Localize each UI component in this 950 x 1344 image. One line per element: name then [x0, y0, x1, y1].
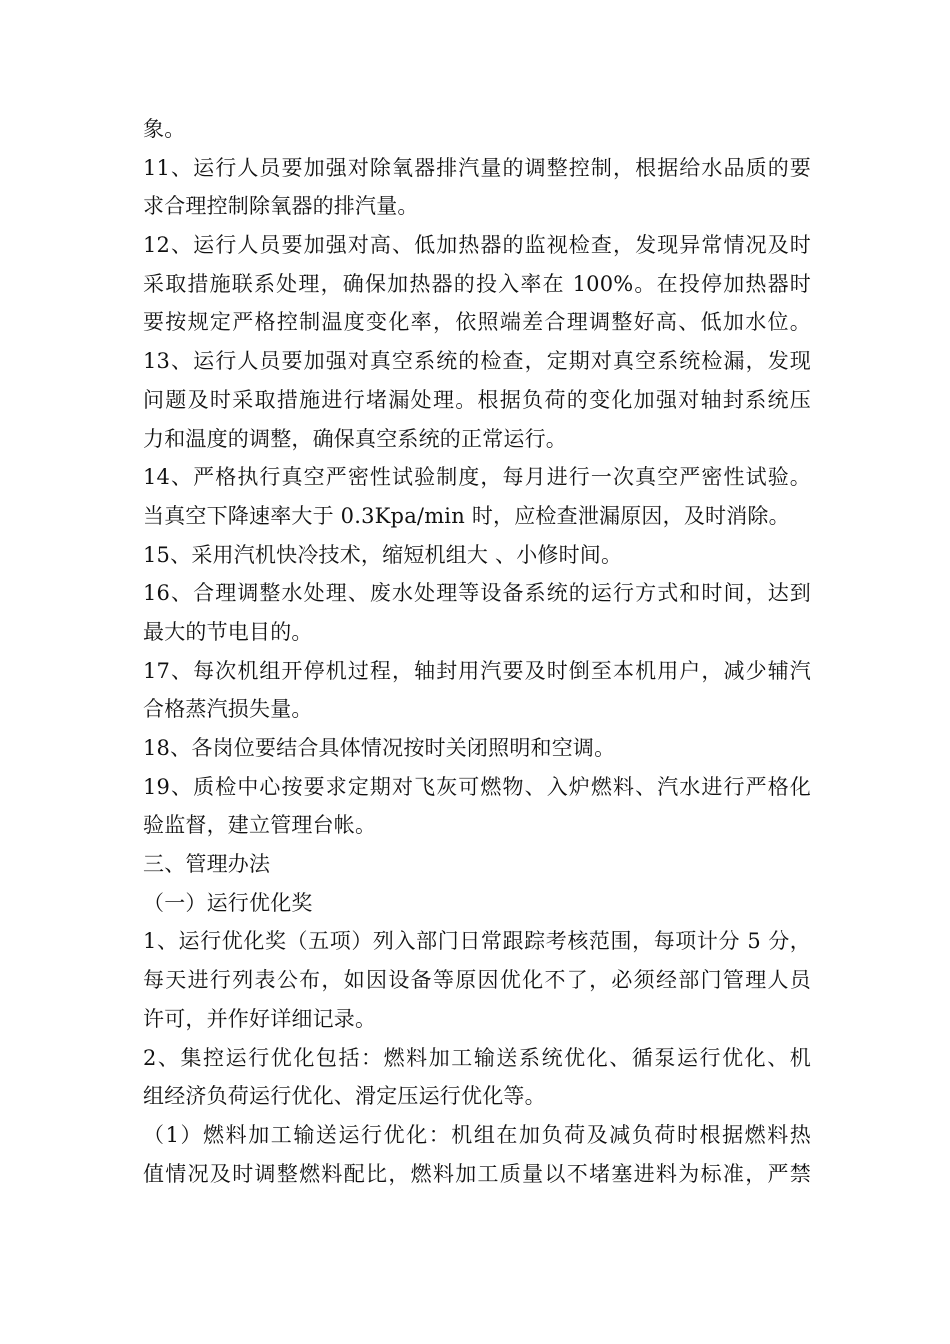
text-line: （1）燃料加工输送运行优化：机组在加负荷及减负荷时根据燃料热 [143, 1122, 811, 1147]
subsection-heading: （一）运行优化奖 [143, 890, 313, 915]
text-line: 要按规定严格控制温度变化率，依照端差合理调整好高、低加水位。 [143, 310, 811, 335]
text-line: 18、各岗位要结合具体情况按时关闭照明和空调。 [143, 736, 616, 760]
section-heading: 三、管理办法 [143, 852, 271, 877]
text-line: 当真空下降速率大于 0.3Kpa/min 时，应检查泄漏原因，及时消除。 [143, 503, 790, 528]
text-line: 组经济负荷运行优化、滑定压运行优化等。 [143, 1084, 546, 1109]
document-body [143, 110, 811, 1193]
text-line: 2、集控运行优化包括：燃料加工输送系统优化、循泵运行优化、机 [143, 1045, 811, 1070]
text-line: 12、运行人员要加强对高、低加热器的监视检查，发现异常情况及时 [143, 233, 811, 258]
text-line: 最大的节电目的。 [143, 619, 313, 644]
text-line: 许可，并作好详细记录。 [143, 1006, 377, 1031]
text-line: 合格蒸汽损失量。 [143, 697, 313, 722]
text-line: 每天进行列表公布，如因设备等原因优化不了，必须经部门管理人员 [143, 968, 811, 993]
text-line: 13、运行人员要加强对真空系统的检查，定期对真空系统检漏，发现 [143, 349, 811, 374]
text-line: 值情况及时调整燃料配比，燃料加工质量以不堵塞进料为标准，严禁 [143, 1161, 811, 1186]
text-line: 1、运行优化奖（五项）列入部门日常跟踪考核范围，每项计分 5 分， [143, 929, 811, 954]
text-line: 11、运行人员要加强对除氧器排汽量的调整控制，根据给水品质的要 [143, 155, 811, 180]
text-line: 求合理控制除氧器的排汽量。 [143, 194, 419, 219]
text-line: 验监督，建立管理台帐。 [143, 813, 377, 838]
text-line: 19、质检中心按要求定期对飞灰可燃物、入炉燃料、汽水进行严格化 [143, 774, 811, 799]
text-line: 采取措施联系处理，确保加热器的投入率在 100%。在投停加热器时 [143, 271, 811, 296]
text-line: 14、严格执行真空严密性试验制度，每月进行一次真空严密性试验。 [143, 465, 811, 490]
text-line: 15、采用汽机快冷技术，缩短机组大 、小修时间。 [143, 542, 623, 567]
text-line: 问题及时采取措施进行堵漏处理。根据负荷的变化加强对轴封系统压 [143, 387, 811, 412]
text-line: 17、每次机组开停机过程，轴封用汽要及时倒至本机用户，减少辅汽 [143, 658, 811, 683]
text-line: 力和温度的调整，确保真空系统的正常运行。 [143, 426, 567, 451]
text-line: 象。 [143, 117, 186, 141]
text-line: 16、合理调整水处理、废水处理等设备系统的运行方式和时间，达到 [143, 581, 811, 606]
